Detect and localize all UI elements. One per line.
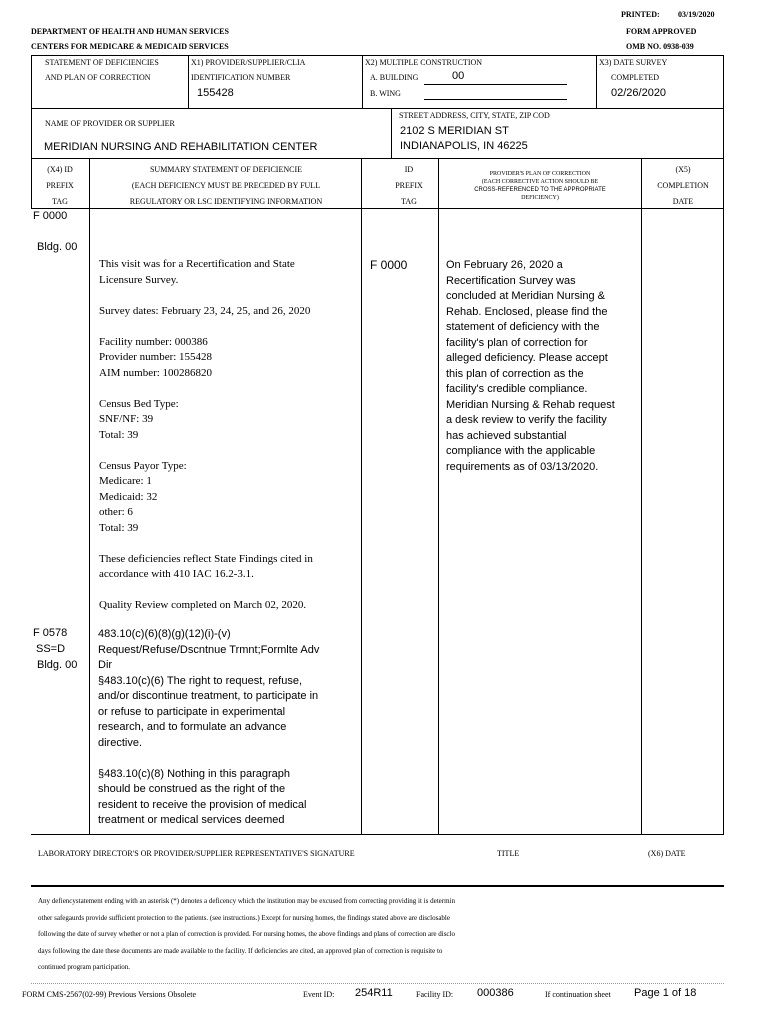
facility-id-value: 000386 <box>477 987 514 999</box>
plan-of-correction-text: On February 26, 2020 a Recertification Survey was concluded at Meridian Nursing & Rehab. Enclosed, please find the statement of deficiency with the facility's plan of correction for alleged deficiency. Please accept this plan of correction as the facility's credible compliance. Meridian Nursing & Rehab request a desk review to verify the facility has achieved substantial compliance with the applicable requirements as of 03/13/2020. <box>446 259 615 473</box>
rule <box>31 55 724 56</box>
identification-label: IDENTIFICATION NUMBER <box>191 73 291 82</box>
completion-label: COMPLETION <box>657 181 709 190</box>
completed-label: COMPLETED <box>611 73 659 82</box>
severity-scope: SS=D <box>36 643 66 655</box>
rule <box>31 983 724 984</box>
plan-sub-label: (EACH CORRECTIVE ACTION SHOULD BE <box>481 179 599 185</box>
continuation-label: If continuation sheet <box>545 990 611 999</box>
x5-label: (X5) <box>675 165 691 174</box>
rule <box>362 55 363 109</box>
id-label: ID <box>404 165 414 174</box>
x6-date-label: (X6) DATE <box>648 849 686 858</box>
summary-sub-label-2: REGULATORY OR LSC IDENTIFYING INFORMATION <box>129 197 323 206</box>
date-label: DATE <box>672 197 694 206</box>
rule <box>641 158 642 834</box>
statement-label: STATEMENT OF DEFICIENCIES <box>45 58 159 67</box>
rule <box>438 158 439 834</box>
rule <box>31 158 724 159</box>
rule <box>31 108 724 109</box>
summary-label: SUMMARY STATEMENT OF DEFICIENCIE <box>149 165 303 174</box>
bldg-00-f0578: Bldg. 00 <box>37 659 78 671</box>
f0578-deficiency-text: 483.10(c)(6)(8)(g)(12)(i)-(v) Request/Refuse/Dscntnue Trmnt;Formlte Adv Dir §483.10(c)(6) The right to request, refuse, and/or discontinue treatment, to participate in or refuse to participate in experimental research, and to formulate an advance directive. §483.10(c)(8) Nothing in this paragraph should be construed as the right of the resident to receive the provision of medical treatment or medical services deemed <box>98 628 320 826</box>
id-prefix-f0000: F 0000 <box>370 258 408 272</box>
x4-tag-label: TAG <box>52 197 68 206</box>
event-id-label: Event ID: <box>303 990 335 999</box>
cms-title: CENTERS FOR MEDICARE & MEDICAID SERVICES <box>31 42 229 51</box>
plan-sub-label-3: DEFICIENCY) <box>521 195 559 201</box>
rule <box>723 158 724 208</box>
x4-prefix-label: PREFIX <box>46 181 74 190</box>
plan-label: AND PLAN OF CORRECTION <box>45 73 151 82</box>
wing-label: B. WING <box>370 89 401 98</box>
x2-label: X2) MULTIPLE CONSTRUCTION <box>365 58 483 67</box>
form-number: FORM CMS-2567(02-99) Previous Versions Obsolete <box>22 990 197 999</box>
provider-name-label: NAME OF PROVIDER OR SUPPLIER <box>45 119 175 128</box>
x1-label: X1) PROVIDER/SUPPLIER/CLIA <box>191 58 306 67</box>
id-prefix-label: PREFIX <box>395 181 423 190</box>
provider-name: MERIDIAN NURSING AND REHABILITATION CENTER <box>44 141 318 153</box>
department-title: DEPARTMENT OF HEALTH AND HUMAN SERVICES <box>31 27 229 36</box>
title-label: TITLE <box>497 849 520 858</box>
rule <box>361 158 362 834</box>
provider-id-value: 155428 <box>197 87 234 99</box>
plan-sub-label-2: CROSS-REFERENCED TO THE APPROPRIATE <box>474 187 606 193</box>
building-value: 00 <box>452 70 465 82</box>
rule <box>723 108 724 159</box>
tag-f0000: F 0000 <box>33 210 68 222</box>
omb-number: OMB NO. 0938-039 <box>626 42 694 51</box>
signature-label: LABORATORY DIRECTOR'S OR PROVIDER/SUPPLIER REPRESENTATIVE'S SIGNATURE <box>38 849 355 858</box>
rule <box>31 55 32 109</box>
form-approved: FORM APPROVED <box>626 27 697 36</box>
page-number: Page 1 of 18 <box>634 987 697 999</box>
rule <box>31 834 724 835</box>
rule <box>391 108 392 159</box>
facility-id-label: Facility ID: <box>416 990 454 999</box>
rule <box>31 208 724 209</box>
rule <box>723 208 724 834</box>
printed-date: 03/19/2020 <box>678 10 715 19</box>
x3-label: X3) DATE SURVEY <box>599 58 668 67</box>
footnote-text: Any defiencystatement ending with an asterisk (*) denotes a deficency which the institution may be excused from correcting providing it is determin other safegaurds provide sufficient protection to the patients. (see instructions.) Except for nursing homes, the findings stated above are disclosable following the date of survey whether or not a plan of correction is provided. For nursing homes, the above findings and plans of correction are disclo days following the date these documents are made available to the facility. If deficiencies are cited, an approved plan of correction is requisite to continued program participation. <box>38 897 455 971</box>
address-line-2: INDIANAPOLIS, IN 46225 <box>400 140 528 152</box>
event-id-value: 254R11 <box>355 987 393 999</box>
rule <box>424 99 567 100</box>
rule <box>31 108 32 159</box>
address-line-1: 2102 S MERIDIAN ST <box>400 125 509 137</box>
x4-id-label: (X4) ID <box>47 165 73 174</box>
tag-f0578: F 0578 <box>33 627 68 639</box>
address-label: STREET ADDRESS, CITY, STATE, ZIP COD <box>399 111 550 120</box>
rule <box>188 55 189 109</box>
plan-label: PROVIDER'S PLAN OF CORRECTION <box>489 171 591 177</box>
rule <box>723 55 724 109</box>
survey-date-value: 02/26/2020 <box>611 87 667 99</box>
printed-label: PRINTED: <box>621 10 660 19</box>
building-label: A. BUILDING <box>370 73 419 82</box>
rule <box>89 158 90 834</box>
id-tag-label: TAG <box>401 197 417 206</box>
summary-sub-label: (EACH DEFICIENCY MUST BE PRECEDED BY FULL <box>131 181 321 190</box>
rule <box>596 55 597 109</box>
rule <box>31 885 724 887</box>
bldg-00: Bldg. 00 <box>37 241 78 253</box>
rule <box>424 84 567 85</box>
survey-summary-text: This visit was for a Recertification and State Licensure Survey. Survey dates: February 23, 24, 25, and 26, 2020 Facility number: 000386 Provider number: 155428 AIM number: 100286820 Census Bed Type: SNF/NF: 39 Total: 39 Census Payor Type: Medicare: 1 Medicaid: 32 other: 6 Total: 39 These deficiencies reflect State Findings cited in accordance with 410 IAC 16.2-3.1. Quality Review completed on March 02, 2020. <box>99 258 313 611</box>
